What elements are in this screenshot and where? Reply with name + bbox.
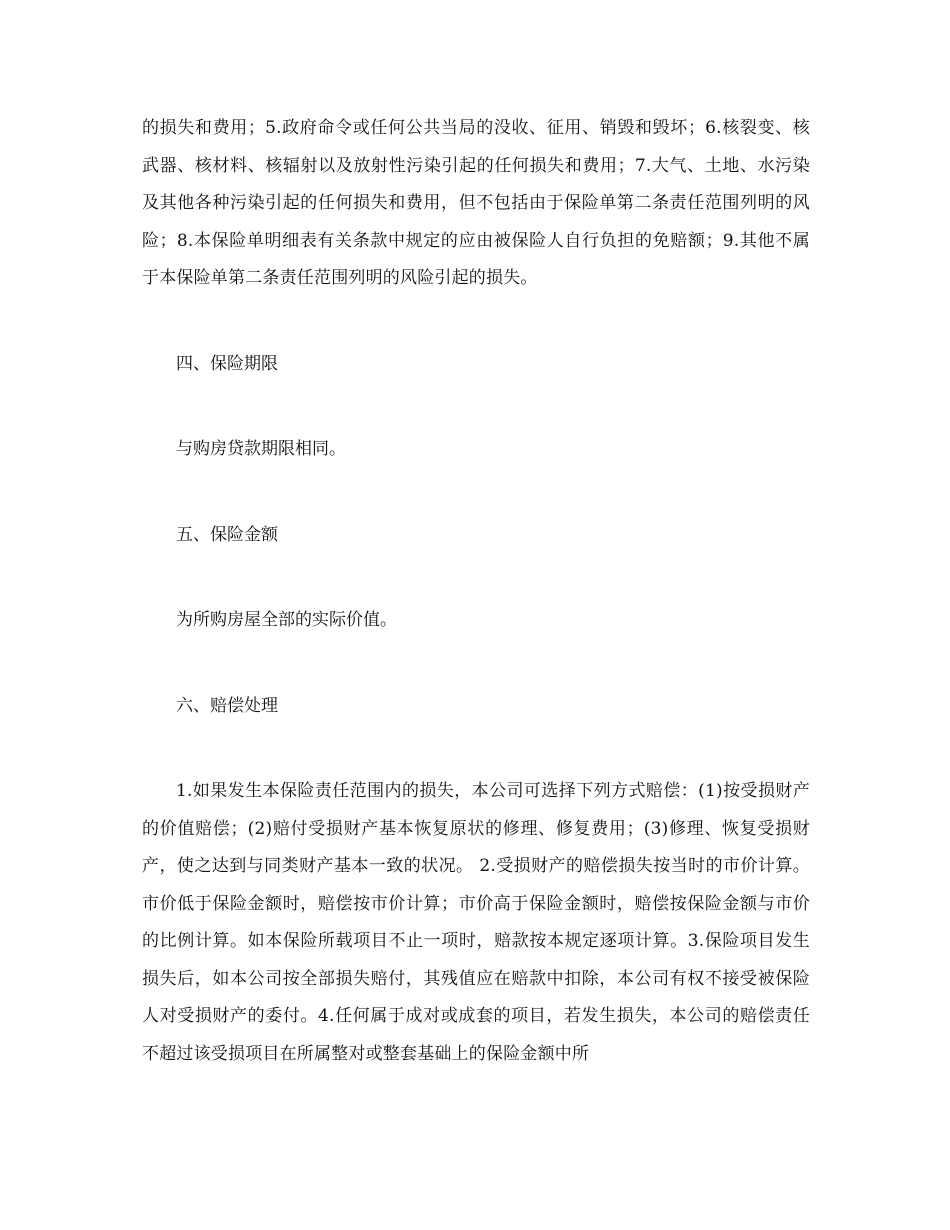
spacer <box>142 469 810 517</box>
section-6-body: 1.如果发生本保险责任范围内的损失，本公司可选择下列方式赔偿：(1)按受损财产的价值赔偿；(2)赔付受损财产基本恢复原状的修理、修复费用；(3)修理、恢复受损财产，使之达到与同类财产基本一致的状况。 2.受损财产的赔偿损失按当时的市价计算。市价低于保险金额时，赔偿按市价计算；市价高于保险金额时，赔偿按保险金额与市价的比例计算。如本保险所载项目不止一项时，赔款按本规定逐项计算。3.保险项目发生损失后，如本公司按全部损失赔付，其残值应在赔款中扣除，本公司有权不接受被保险人对受损财产的委付。4.任何属于成对或成套的项目，若发生损失，本公司的赔偿责任不超过该受损项目在所属整对或整套基础上的保险金额中所 <box>142 781 810 1064</box>
spacer <box>142 298 810 346</box>
section-6-heading: 六、赔偿处理 <box>176 695 278 716</box>
spacer <box>142 383 810 431</box>
spacer <box>142 640 810 688</box>
spacer <box>142 554 810 602</box>
document-page <box>142 110 810 1073</box>
section-4-body: 与购房贷款期限相同。 <box>176 439 346 459</box>
section-5-body: 为所购房屋全部的实际价值。 <box>176 610 397 630</box>
exclusions-continued-paragraph: 的损失和费用；5.政府命令或任何公共当局的没收、征用、销毁和毁坏；6.核裂变、核武器、核材料、核辐射以及放射性污染引起的任何损失和费用；7.大气、土地、水污染及其他各种污染引起的任何损失和费用，但不包括由于保险单第二条责任范围列明的风险；8.本保险单明细表有关条款中规定的应由被保险人自行负担的免赔额；9.其他不属于本保险单第二条责任范围列明的风险引起的损失。 <box>142 118 810 288</box>
spacer <box>142 725 810 773</box>
section-5-heading: 五、保险金额 <box>176 524 278 545</box>
section-4-heading: 四、保险期限 <box>176 353 278 374</box>
